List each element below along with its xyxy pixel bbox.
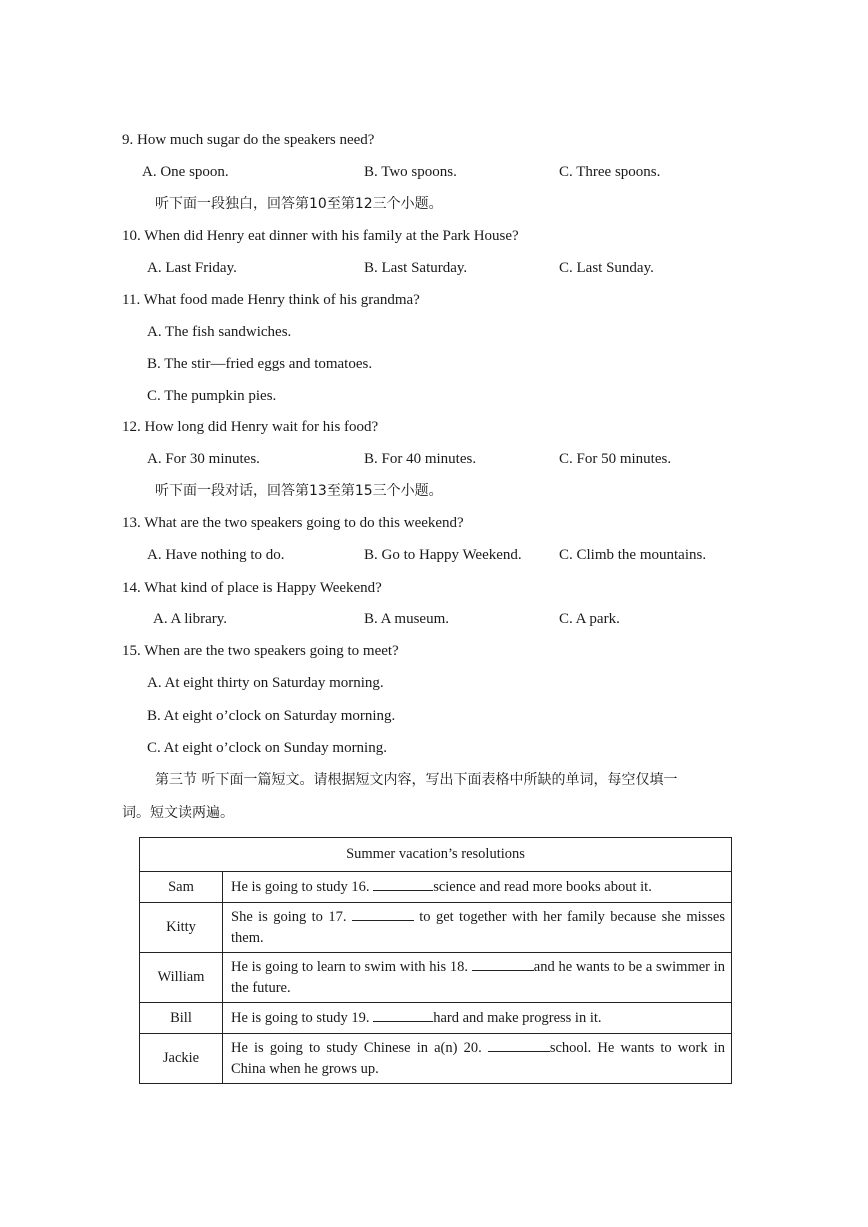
q9-option-a: A. One spoon. bbox=[142, 164, 229, 180]
q11-option-b: B. The stir—fried eggs and tomatoes. bbox=[147, 356, 373, 372]
answer-blank-18[interactable] bbox=[472, 956, 534, 971]
question-14: 14. What kind of place is Happy Weekend? bbox=[122, 580, 382, 596]
q12-option-b: B. For 40 minutes. bbox=[364, 451, 477, 467]
q14-option-a: A. A library. bbox=[153, 611, 228, 627]
question-11: 11. What food made Henry think of his grandma? bbox=[122, 292, 420, 308]
row-description: He is going to learn to swim with his 18. and he wants to be a swimmer in the future. bbox=[223, 953, 732, 1003]
answer-blank-16[interactable] bbox=[373, 876, 433, 891]
answer-blank-19[interactable] bbox=[373, 1007, 433, 1022]
table-row bbox=[140, 953, 732, 1003]
row-name: Jackie bbox=[140, 1034, 223, 1084]
section-3-instruction: 第三节 听下面一篇短文。请根据短文内容，写出下面表格中所缺的单词，每空仅填一 bbox=[155, 772, 678, 788]
question-15: 15. When are the two speakers going to meet? bbox=[122, 643, 399, 659]
q11-option-c: C. The pumpkin pies. bbox=[147, 388, 277, 404]
instruction-monologue: 听下面一段独白，回答第10至第12三个小题。 bbox=[155, 196, 443, 212]
table-row bbox=[140, 1034, 732, 1084]
q13-option-b: B. Go to Happy Weekend. bbox=[364, 547, 522, 563]
q10-option-c: C. Last Sunday. bbox=[559, 260, 654, 276]
table-row bbox=[140, 1003, 732, 1034]
resolutions-table bbox=[139, 837, 732, 1084]
row-description: She is going to 17. to get together with her family because she misses them. bbox=[223, 903, 732, 953]
table-row bbox=[140, 903, 732, 953]
q10-option-a: A. Last Friday. bbox=[147, 260, 237, 276]
question-12: 12. How long did Henry wait for his food? bbox=[122, 419, 379, 435]
q14-option-c: C. A park. bbox=[559, 611, 620, 627]
section-3-instruction-cont: 词。短文读两遍。 bbox=[122, 805, 234, 821]
q12-option-a: A. For 30 minutes. bbox=[147, 451, 260, 467]
q10-option-b: B. Last Saturday. bbox=[364, 260, 468, 276]
row-description: He is going to study 19. hard and make progress in it. bbox=[223, 1003, 732, 1034]
row-name: Bill bbox=[140, 1003, 223, 1034]
q12-option-c: C. For 50 minutes. bbox=[559, 451, 672, 467]
q14-option-b: B. A museum. bbox=[364, 611, 450, 627]
row-description: He is going to study Chinese in a(n) 20. school. He wants to work in China when he grows up. bbox=[223, 1034, 732, 1084]
q9-option-c: C. Three spoons. bbox=[559, 164, 661, 180]
question-10: 10. When did Henry eat dinner with his family at the Park House? bbox=[122, 228, 519, 244]
row-name: Sam bbox=[140, 872, 223, 903]
q15-option-b: B. At eight o’clock on Saturday morning. bbox=[147, 708, 396, 724]
q15-option-a: A. At eight thirty on Saturday morning. bbox=[147, 675, 384, 691]
q13-option-c: C. Climb the mountains. bbox=[559, 547, 707, 563]
question-9: 9. How much sugar do the speakers need? bbox=[122, 132, 375, 148]
row-name: Kitty bbox=[140, 903, 223, 953]
instruction-dialogue: 听下面一段对话，回答第13至第15三个小题。 bbox=[155, 483, 443, 499]
answer-blank-20[interactable] bbox=[488, 1037, 550, 1052]
q11-option-a: A. The fish sandwiches. bbox=[147, 324, 292, 340]
question-13: 13. What are the two speakers going to do this weekend? bbox=[122, 515, 464, 531]
q13-option-a: A. Have nothing to do. bbox=[147, 547, 285, 563]
answer-blank-17[interactable] bbox=[352, 906, 414, 921]
q9-option-b: B. Two spoons. bbox=[364, 164, 457, 180]
table-row bbox=[140, 872, 732, 903]
row-description: He is going to study 16. science and read more books about it. bbox=[223, 872, 732, 903]
table-title: Summer vacation’s resolutions bbox=[140, 838, 732, 872]
row-name: William bbox=[140, 953, 223, 1003]
q15-option-c: C. At eight o’clock on Sunday morning. bbox=[147, 740, 387, 756]
